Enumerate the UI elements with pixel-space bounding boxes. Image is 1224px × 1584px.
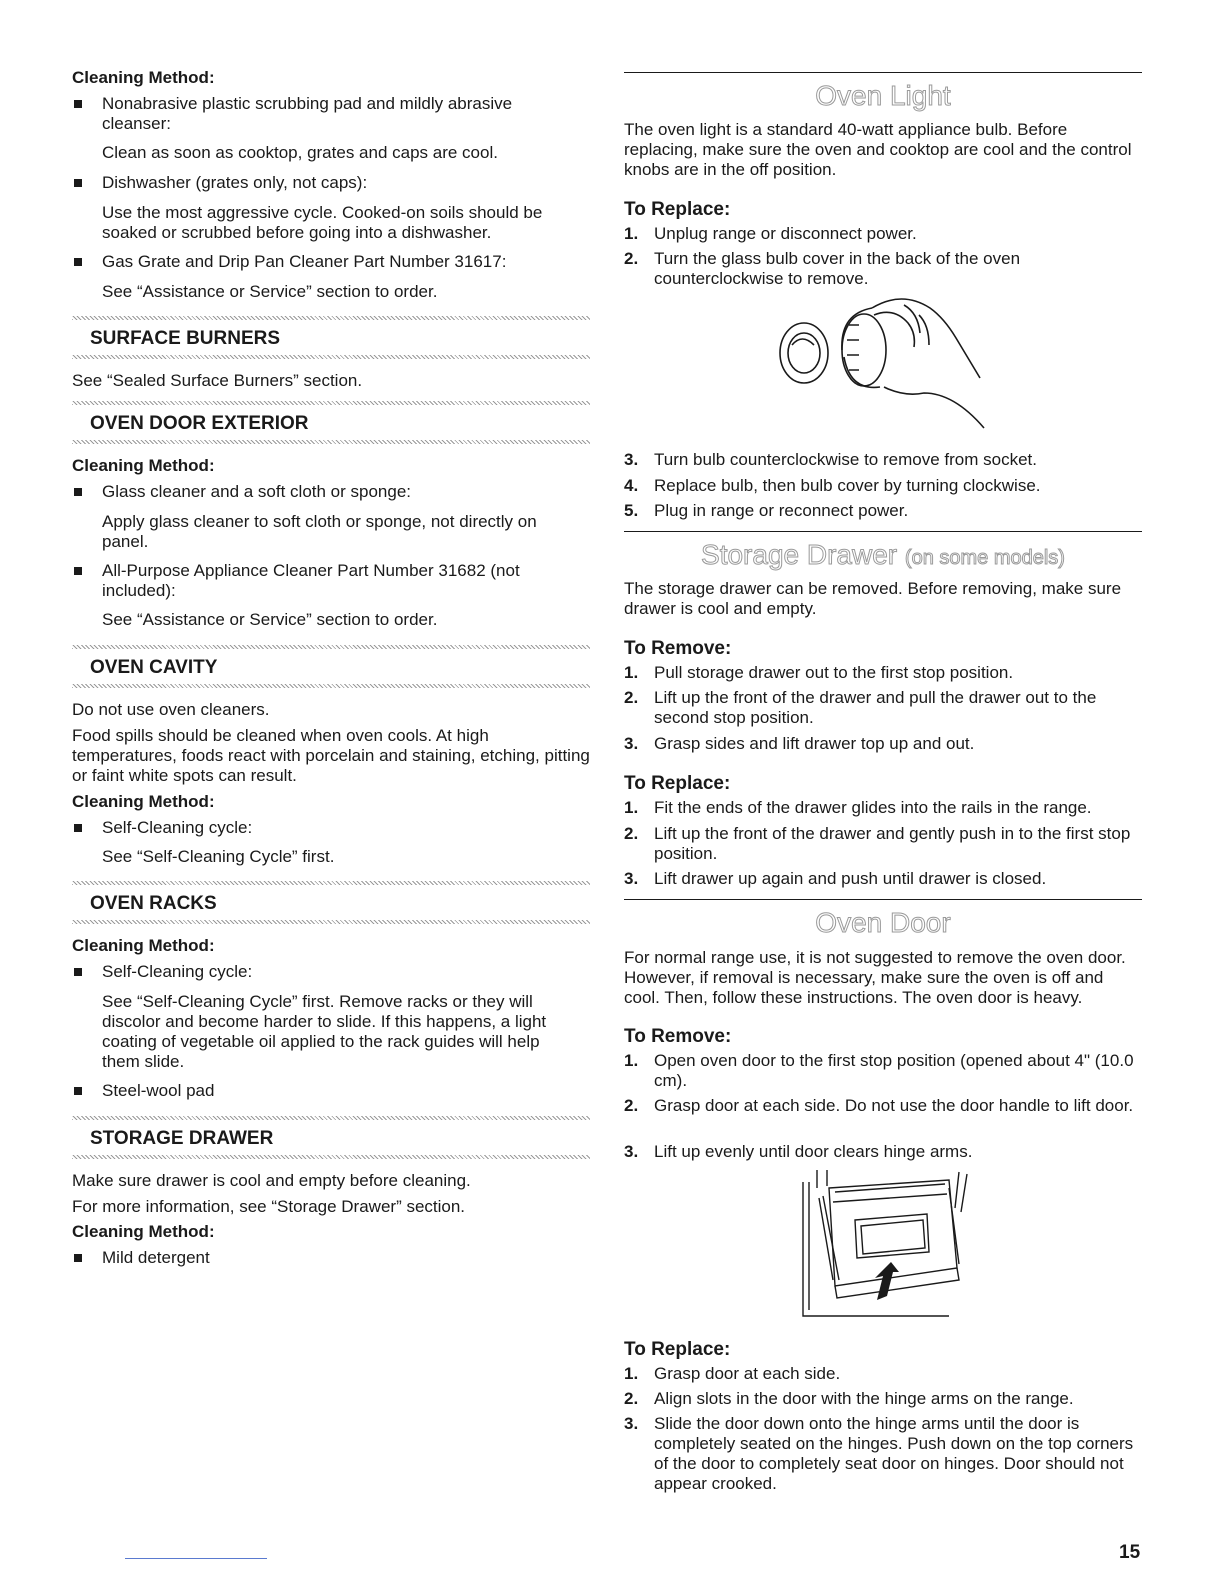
section-title-storage-drawer: STORAGE DRAWER (90, 1128, 274, 1149)
bullet-icon (74, 258, 82, 266)
bullet-icon (74, 824, 82, 832)
section-rule (624, 899, 1142, 900)
section-divider (72, 401, 590, 405)
section-divider (72, 920, 590, 924)
section-divider (72, 1116, 590, 1120)
footer-line (125, 1558, 267, 1559)
oven-door-intro: For normal range use, it is not suggested to remove the oven door. However, if removal is necessary, make sure the oven is off and cool. Then, follow these instructions. The oven door is heavy. (624, 948, 1126, 1007)
section-title-oven-light: Oven Light (815, 80, 951, 111)
section-title-oven-racks: OVEN RACKS (90, 893, 217, 914)
page-number: 15 (1119, 1542, 1141, 1563)
bullet-detail: Clean as soon as cooktop, grates and caps are cool. (102, 143, 498, 162)
bullet-icon (74, 1087, 82, 1095)
bullet-detail: See “Assistance or Service” section to order. (102, 282, 438, 301)
section-title-oven-door-exterior: OVEN DOOR EXTERIOR (90, 413, 309, 434)
surface-burners-text: See “Sealed Surface Burners” section. (72, 371, 363, 390)
bullet-detail: Use the most aggressive cycle. Cooked-on soils should be soaked or scrubbed before going into a dishwasher. (102, 203, 543, 242)
section-divider (72, 440, 590, 444)
bullet-icon (74, 100, 82, 108)
cleaning-method-heading: Cleaning Method: (72, 792, 215, 811)
section-title-oven-door: Oven Door (815, 907, 951, 938)
section-divider (72, 684, 590, 688)
storage-drawer-intro: The storage drawer can be removed. Before removing, make sure drawer is cool and empty. (624, 579, 1122, 618)
section-divider (72, 645, 590, 649)
section-divider (72, 316, 590, 320)
section-title-storage-drawer: Storage Drawer (on some models) (701, 539, 1065, 570)
section-title-surface-burners: SURFACE BURNERS (90, 328, 281, 349)
cleaning-method-heading: Cleaning Method: (72, 456, 215, 475)
to-remove-heading: To Remove: (624, 1026, 732, 1047)
storage-drawer-text: For more information, see “Storage Drawer” section. (72, 1197, 466, 1216)
section-rule (624, 72, 1142, 73)
cleaning-method-heading: Cleaning Method: (72, 936, 215, 955)
to-replace-heading: To Replace: (624, 1339, 731, 1360)
bullet-icon (74, 179, 82, 187)
to-replace-heading: To Replace: (624, 199, 731, 220)
oven-cavity-text: Food spills should be cleaned when oven cools. At high temperatures, foods react with porcelain and staining, etching, pitting or faint white spots can result. (72, 726, 590, 785)
cleaning-method-heading: Cleaning Method: (72, 68, 215, 87)
section-divider (72, 881, 590, 885)
bullet-detail: See “Self-Cleaning Cycle” first. (102, 847, 335, 866)
bullet-icon (74, 968, 82, 976)
section-title-oven-cavity: OVEN CAVITY (90, 657, 218, 678)
oven-cavity-text: Do not use oven cleaners. (72, 700, 270, 719)
bullet-icon (74, 1254, 82, 1262)
bulb-cover-illustration (774, 295, 994, 440)
to-remove-heading: To Remove: (624, 638, 732, 659)
bullet-detail: See “Self-Cleaning Cycle” first. Remove racks or they will discolor and become harder to slide. If this happens, a light coating of vegetable oil applied to the rack guides will help them slide. (102, 992, 547, 1071)
bullet-detail: See “Assistance or Service” section to order. (102, 610, 438, 629)
bullet-icon (74, 567, 82, 575)
bullet-detail: Apply glass cleaner to soft cloth or sponge, not directly on panel. (102, 512, 537, 551)
section-divider (72, 1155, 590, 1159)
cleaning-method-heading: Cleaning Method: (72, 1222, 215, 1241)
section-rule (624, 531, 1142, 532)
oven-light-intro: The oven light is a standard 40-watt appliance bulb. Before replacing, make sure the oven and cooktop are cool and the control knobs are in the off position. (624, 120, 1132, 179)
oven-door-illustration (799, 1168, 974, 1320)
bullet-icon (74, 488, 82, 496)
section-divider (72, 355, 590, 359)
to-replace-heading: To Replace: (624, 773, 731, 794)
storage-drawer-text: Make sure drawer is cool and empty before cleaning. (72, 1171, 471, 1190)
